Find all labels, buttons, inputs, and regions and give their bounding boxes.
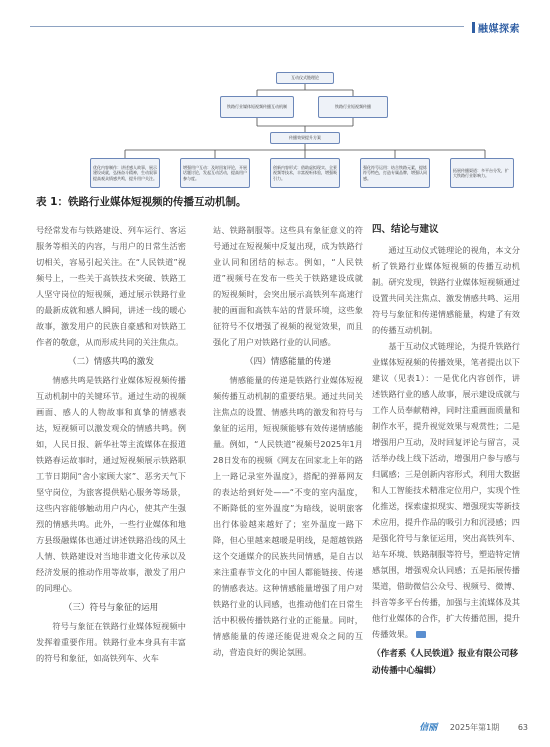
node-mechanism: 铁路行业媒体短视频传播互动机制 (220, 96, 294, 118)
section-bar-icon (472, 22, 475, 33)
page-footer (419, 720, 528, 733)
end-mark-icon (416, 631, 426, 638)
section-tag (464, 20, 520, 35)
section-label: 融媒探索 (478, 24, 520, 35)
subheading-symbol: （三）符号与象征的运用 (63, 603, 159, 613)
node-leaf-form: 创新内容形式：借助虚拟现实、全景视频等技术，丰富视听体验，增强吸引力。 (270, 158, 340, 188)
paragraph-text: 基于互动仪式链理论，为提升铁路行业媒体短视频的传播效果，笔者提出以下建议（见表1）：一是优化内容创作，讲述铁路行业的感人故事，展示建设成就与工作人员奉献精神，同时注重画面质量和制作水平，提升视觉效果与观赏性；二是增强用户互动，及时回复评论与留言，灵活举办线上线下活动，增强用户参与感与归属感；三是创新内容形式，利用大数据和人工智能技术精准定位用户，实现个性化推送，探索虚拟现实、增强现实等新技术应用，提升作品的吸引力和沉浸感；四是强化符号与象征运用，突出高铁列车、站车环境、铁路制服等符号，塑造特定情感氛围，增强观众认同感；五是拓展传播渠道，借助微信公众号、视频号、微博、抖音等多平台传播，加强与主流媒体及其他行业媒体的合作，扩大传播范围，提升传播效果。 (372, 341, 520, 639)
node-root: 互动仪式链理论 (276, 72, 334, 84)
issue-label: 2025年第1期 (449, 723, 500, 732)
subheading-emotion: （二）情感共鸣的激发 (68, 357, 154, 367)
node-plan: 传播效果提升方案 (270, 132, 340, 144)
column-1 (36, 222, 186, 666)
magazine-logo: 信丽 (419, 723, 438, 733)
header-rule (30, 26, 520, 27)
table-caption: 表 1：铁路行业媒体短视频的传播互动机制。 (36, 196, 247, 208)
page-number: 63 (517, 723, 528, 732)
node-leaf-content: 优化内容制作：讲述感人故事，展示建设成就，弘扬奋斗精神，生动叙事提高观众情感共鸣，提升用户关注。 (90, 158, 160, 188)
column-3 (372, 222, 520, 680)
section-heading: 四、结论与建议 (372, 224, 439, 235)
paragraph: 符号与象征在铁路行业媒体短视频中发挥着重要作用。铁路行业本身具有丰富的符号和象征，如高铁列车、火车 (36, 621, 186, 663)
paragraph: 情感能量的传递是铁路行业媒体短视频传播互动机制的重要结果。通过共同关注焦点的设置、情感共鸣的激发和符号与象征的运用，短视频能够有效传递情感能量。例如，“人民铁道”视频号2025年1月28日发布的视频《网友在回家北上年的路上一路记录室外温度》，搭配的弹幕网友的表达给到好处——“不变的室内温度，不断降低的室外温度”为暗线，说明旅客出行体验越来越好了；室外温度一路下降，但心里越来越暖是明线，是超越铁路这个交通媒介的民族共同情感，是自古以来注重春节文化的中国人都能链接、传递的情感表达。这种情感能量增强了用户对铁路行业的认同感，也推动他们在日常生活中积极传播铁路行业的正能量。同时，情感能量的传递还能促进观众之间的互动，营造良好的舆论氛围。 (213, 375, 363, 657)
author-note: （作者系《人民铁道》报业有限公司移动传播中心编辑） (372, 649, 519, 676)
subheading-energy: （四）情感能量的传递 (245, 357, 331, 367)
node-leaf-symbol: 强化符号运用：结合铁路元素，提炼符号特色，打造专属品牌，增强认同感。 (360, 158, 430, 188)
paragraph: 通过互动仪式链理论的视角，本文分析了铁路行业媒体短视频的传播互动机制。研究发现，铁路行业媒体短视频通过设置共同关注焦点、激发情感共鸣、运用符号与象征和传递情感能量，构建了有效的传播互动机制。 (372, 245, 520, 335)
column-2 (213, 222, 363, 660)
node-leaf-interaction: 增强用户互动：及时回复评论，开展话题讨论，发起互动活动，提高用户参与度。 (180, 158, 250, 188)
paragraph: 号经常发布与铁路建设、列车运行、客运服务等相关的内容，与用户的日常生活密切相关，容易引起关注。在“人民铁道”视频号上，一些关于高铁技术突破、铁路工人坚守岗位的短视频，通过展示铁路行业的最新成就和感人瞬间，讲述一线的暖心故事，激发用户的民族自豪感和对铁路工作者的敬意，从而形成共同的关注焦点。 (36, 225, 186, 347)
paragraph: 站、铁路制服等。这些具有象征意义的符号通过在短视频中反复出现，成为铁路行业认同和团结的标志。例如，“人民铁道”视频号在发布一些关于铁路建设成就的短视频时，会突出展示高铁列车高速行驶的画面和高铁车站的背景环境，这些象征符号不仅增强了视频的视觉效果，而且强化了用户对铁路行业的认同感。 (213, 225, 363, 347)
paragraph (372, 338, 520, 642)
node-leaf-channel: 拓展传播渠道：多平台分发，扩大铁路行业影响力。 (450, 158, 514, 188)
paragraph: 情感共鸣是铁路行业媒体短视频传播互动机制中的关键环节。通过生动的视频画面、感人的人物故事和真挚的情感表达，短视频可以激发观众的情感共鸣。例如，人民日报、新华社等主流媒体在报道铁路春运故事时，通过短视频展示铁路职工节日期间“舍小家顾大家”、恶劣天气下坚守岗位，为旅客提供贴心服务等场景，这些内容能够触动用户内心，使其产生强烈的情感共鸣。此外，一些行业媒体和地方县级融媒体也通过讲述铁路沿线的风土人情、铁路建设对当地非遗文化传承以及经济发展的推动作用等故事，激发了用户的同理心。 (36, 375, 186, 593)
node-communication: 铁路行业短视频传播 (318, 96, 388, 118)
